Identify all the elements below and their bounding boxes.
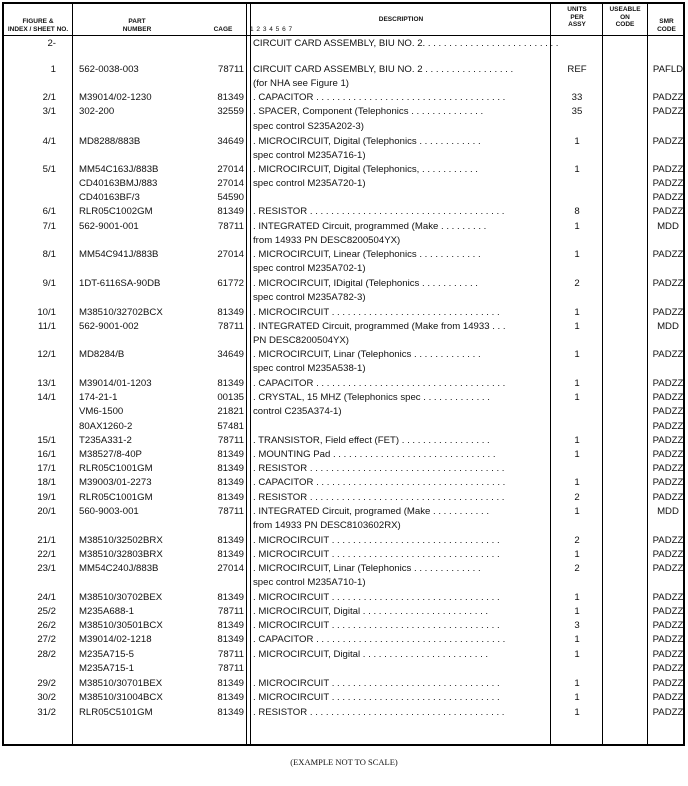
description-cell: control C235A374-1) [253, 406, 342, 417]
description-cell: PN DESC8200504YX) [253, 335, 349, 346]
cage-cell: 81349 [217, 378, 244, 389]
smr-code-cell: PADZZ [652, 392, 684, 403]
units-per-assy-cell: 1 [574, 449, 580, 460]
smr-code-cell: PADZZ [652, 435, 684, 446]
units-per-assy-cell: 1 [574, 692, 580, 703]
cage-cell: 34649 [217, 136, 244, 147]
description-cell: . MICROCIRCUIT, Linar (Telephonics . . . . . . . . . . . . . [253, 563, 481, 574]
cage-cell: 21821 [217, 406, 244, 417]
cage-cell: 81349 [217, 492, 244, 503]
cage-cell: 34649 [217, 349, 244, 360]
smr-code-cell: PADZZ [652, 136, 684, 147]
figure-index-cell: 10/1 [37, 307, 56, 318]
smr-code-cell: PADZZ [652, 620, 684, 631]
header-units-line3: ASSY [568, 21, 586, 28]
header-figure-line1: FIGURE & [22, 18, 54, 25]
description-cell: . SPACER, Component (Telephonics . . . . . . . . . . . . . . [253, 106, 484, 117]
column-divider [246, 4, 247, 744]
description-cell: (for NHA see Figure 1) [253, 78, 349, 89]
figure-index-cell: 19/1 [37, 492, 56, 503]
units-per-assy-cell: 3 [574, 620, 580, 631]
smr-code-cell: PADZZ [652, 278, 684, 289]
description-cell: spec control M235A702-1) [253, 263, 366, 274]
description-cell: spec control S235A202-3) [253, 121, 364, 132]
cage-cell: 27014 [217, 178, 244, 189]
smr-code-cell: PAFLD [652, 64, 684, 75]
smr-code-cell: PADZZ [652, 563, 684, 574]
figure-index-cell: 9/1 [42, 278, 56, 289]
description-cell: . CAPACITOR . . . . . . . . . . . . . . . . . . . . . . . . . . . . . . . . . . . . [253, 378, 506, 389]
part-number-cell: M235A715-5 [79, 649, 134, 660]
header-units-line1: UNITS [567, 6, 587, 13]
description-cell: . TRANSISTOR, Field effect (FET) . . . . . . . . . . . . . . . . . [253, 435, 490, 446]
header-figure-line2: INDEX / SHEET NO. [7, 25, 69, 33]
cage-cell: 81349 [217, 678, 244, 689]
units-per-assy-cell: 1 [574, 349, 580, 360]
smr-code-cell: PADZZ [652, 92, 684, 103]
description-cell: . MICROCIRCUIT, Digital (Telephonics, . . . . . . . . . . . [253, 164, 478, 175]
description-cell: . INTEGRATED Circuit, programmed (Make . . . . . . . . . [253, 221, 487, 232]
column-divider [72, 4, 73, 744]
part-number-cell: M38510/32702BCX [79, 307, 163, 318]
units-per-assy-cell: 1 [574, 136, 580, 147]
cage-cell: 78711 [218, 321, 244, 332]
cage-cell: 81349 [217, 692, 244, 703]
part-number-cell: M38510/32502BRX [79, 535, 163, 546]
header-smr-line2: CODE [657, 25, 676, 33]
units-per-assy-cell: 1 [574, 606, 580, 617]
figure-index-cell: 12/1 [37, 349, 56, 360]
units-per-assy-cell: 1 [574, 164, 580, 175]
header-useable-line1: USEABLE [609, 6, 641, 13]
description-cell: spec control M235A716-1) [253, 150, 366, 161]
smr-code-cell: PADZZ [652, 406, 684, 417]
figure-index-cell: 18/1 [37, 477, 56, 488]
units-per-assy-cell: 1 [574, 634, 580, 645]
description-cell: . MICROCIRCUIT, Linear (Telephonics . . . . . . . . . . . . [253, 249, 481, 260]
description-cell: . CRYSTAL, 15 MHZ (Telephonics spec . . . . . . . . . . . . . [253, 392, 490, 403]
cage-cell: 81349 [217, 549, 244, 560]
units-per-assy-cell: 1 [574, 221, 580, 232]
figure-index-cell: 6/1 [42, 206, 56, 217]
figure-index-cell: 23/1 [37, 563, 56, 574]
cage-cell: 27014 [217, 164, 244, 175]
part-number-cell: CD40163BMJ/883 [79, 178, 158, 189]
description-cell: . MICROCIRCUIT . . . . . . . . . . . . . . . . . . . . . . . . . . . . . . . . [253, 692, 500, 703]
description-cell: . MICROCIRCUIT . . . . . . . . . . . . . . . . . . . . . . . . . . . . . . . . [253, 549, 500, 560]
figure-index-cell: 5/1 [42, 164, 56, 175]
figure-index-cell: 29/2 [37, 678, 56, 689]
figure-index-cell: 30/2 [37, 692, 56, 703]
figure-index-cell: 11/1 [38, 321, 56, 332]
column-divider [647, 4, 648, 744]
cage-cell: 78711 [218, 64, 244, 75]
cage-cell: 78711 [218, 435, 244, 446]
description-cell: from 14933 PN DESC8103602RX) [253, 520, 401, 531]
header-useable-line2: ON [620, 13, 630, 21]
description-cell: CIRCUIT CARD ASSEMBLY, BIU NO. 2. . . . . . . . . . . . . . . . . . . . . . . . . . [253, 38, 559, 49]
example-note: (EXAMPLE NOT TO SCALE) [290, 757, 398, 767]
smr-code-cell: PADZZ [652, 421, 684, 432]
cage-cell: 78711 [218, 663, 244, 674]
header-part-number [74, 4, 200, 35]
header-description [250, 4, 552, 35]
column-divider [550, 4, 551, 744]
header-indent-label: 1 2 3 4 5 6 7 [250, 25, 293, 33]
header-smr-line1: SMR [659, 18, 674, 25]
figure-index-cell: 3/1 [42, 106, 56, 117]
figure-index-cell: 8/1 [42, 249, 56, 260]
header-useable-line3: CODE [615, 21, 635, 28]
smr-code-cell: PADZZ [652, 192, 684, 203]
cage-cell: 78711 [218, 649, 244, 660]
description-cell: spec control M235A720-1) [253, 178, 366, 189]
part-number-cell: M38510/30701BEX [79, 678, 163, 689]
description-cell: . MICROCIRCUIT, Linar (Telephonics . . . . . . . . . . . . . [253, 349, 481, 360]
part-number-cell: 562-0038-003 [79, 64, 139, 75]
smr-code-cell: PADZZ [652, 349, 684, 360]
smr-code-cell: PADZZ [652, 463, 684, 474]
units-per-assy-cell: 1 [574, 321, 580, 332]
description-cell: . RESISTOR . . . . . . . . . . . . . . . . . . . . . . . . . . . . . . . . . . . . . [253, 463, 505, 474]
units-per-assy-cell: 1 [574, 506, 580, 517]
units-per-assy-cell: 1 [574, 549, 580, 560]
smr-code-cell: PADZZ [652, 378, 684, 389]
smr-code-cell: MDD [657, 221, 679, 232]
cage-cell: 27014 [217, 563, 244, 574]
part-number-cell: M38510/30501BCX [79, 620, 163, 631]
part-number-cell: M235A688-1 [79, 606, 134, 617]
part-number-cell: RLR05C1002GM [79, 206, 153, 217]
smr-code-cell: PADZZ [652, 164, 684, 175]
description-cell: from 14933 PN DESC8200504YX) [253, 235, 401, 246]
figure-index-cell: 21/1 [37, 535, 56, 546]
part-number-cell: T235A331-2 [79, 435, 132, 446]
header-figure-index [4, 4, 72, 35]
header-cage-label: CAGE [213, 25, 233, 33]
smr-code-cell: PADZZ [652, 106, 684, 117]
part-number-cell: M38510/31004BCX [79, 692, 163, 703]
units-per-assy-cell: 35 [571, 106, 583, 117]
units-per-assy-cell: 33 [571, 92, 583, 103]
units-per-assy-cell: 1 [574, 649, 580, 660]
description-cell: . MICROCIRCUIT . . . . . . . . . . . . . . . . . . . . . . . . . . . . . . . . [253, 678, 500, 689]
units-per-assy-cell: 1 [574, 477, 580, 488]
description-cell: . MICROCIRCUIT, Digital . . . . . . . . . . . . . . . . . . . . . . . . [253, 606, 489, 617]
description-cell: spec control M235A782-3) [253, 292, 366, 303]
figure-index-cell: 16/1 [37, 449, 56, 460]
cage-cell: 81349 [217, 92, 244, 103]
smr-code-cell: PADZZ [652, 492, 684, 503]
units-per-assy-cell: 1 [574, 378, 580, 389]
description-cell: . RESISTOR . . . . . . . . . . . . . . . . . . . . . . . . . . . . . . . . . . . . . [253, 206, 505, 217]
figure-index-cell: 1 [50, 64, 56, 75]
figure-index-cell: 26/2 [37, 620, 56, 631]
units-per-assy-cell: 1 [574, 249, 580, 260]
description-cell: CIRCUIT CARD ASSEMBLY, BIU NO. 2 . . . . . . . . . . . . . . . . . [253, 64, 514, 75]
part-number-cell: M39003/01-2273 [79, 477, 152, 488]
figure-index-cell: 27/2 [37, 634, 56, 645]
units-per-assy-cell: 2 [574, 563, 580, 574]
description-cell: . RESISTOR . . . . . . . . . . . . . . . . . . . . . . . . . . . . . . . . . . . . . [253, 707, 505, 718]
description-cell: . MICROCIRCUIT, IDigital (Telephonics . . . . . . . . . . . [253, 278, 478, 289]
cage-cell: 54590 [217, 192, 244, 203]
figure-index-cell: 22/1 [37, 549, 56, 560]
description-cell: spec control M235A710-1) [253, 577, 366, 588]
figure-index-cell: 24/1 [37, 592, 56, 603]
column-divider [250, 4, 251, 744]
header-description-label: DESCRIPTION [378, 15, 424, 23]
smr-code-cell: PADZZ [652, 178, 684, 189]
smr-code-cell: PADZZ [652, 535, 684, 546]
part-number-cell: M39014/02-1230 [79, 92, 152, 103]
description-cell: . MICROCIRCUIT . . . . . . . . . . . . . . . . . . . . . . . . . . . . . . . . [253, 535, 500, 546]
cage-cell: 00135 [217, 392, 244, 403]
smr-code-cell: PADZZ [652, 606, 684, 617]
cage-cell: 78711 [218, 221, 244, 232]
description-cell: . CAPACITOR . . . . . . . . . . . . . . . . . . . . . . . . . . . . . . . . . . . . [253, 634, 506, 645]
smr-code-cell: PADZZ [652, 692, 684, 703]
description-cell: . MICROCIRCUIT, Digital . . . . . . . . . . . . . . . . . . . . . . . . [253, 649, 489, 660]
smr-code-cell: PADZZ [652, 249, 684, 260]
cage-cell: 81349 [217, 206, 244, 217]
description-cell: . MICROCIRCUIT, Digital (Telephonics . . . . . . . . . . . . [253, 136, 481, 147]
smr-code-cell: PADZZ [652, 649, 684, 660]
description-cell: spec control M235A538-1) [253, 363, 366, 374]
description-cell: . MICROCIRCUIT . . . . . . . . . . . . . . . . . . . . . . . . . . . . . . . . [253, 620, 500, 631]
smr-code-cell: PADZZ [652, 592, 684, 603]
part-number-cell: M38527/8-40P [79, 449, 142, 460]
smr-code-cell: PADZZ [652, 307, 684, 318]
part-number-cell: 174-21-1 [79, 392, 118, 403]
units-per-assy-cell: 1 [574, 307, 580, 318]
part-number-cell: MD8284/B [79, 349, 125, 360]
figure-index-cell: 17/1 [37, 463, 56, 474]
smr-code-cell: PADZZ [652, 707, 684, 718]
description-cell: . RESISTOR . . . . . . . . . . . . . . . . . . . . . . . . . . . . . . . . . . . . . [253, 492, 505, 503]
description-cell: . INTEGRATED Circuit, programed (Make . . . . . . . . . . . [253, 506, 489, 517]
part-number-cell: MM54C240J/883B [79, 563, 159, 574]
part-number-cell: MM54C163J/883B [79, 164, 159, 175]
figure-index-cell: 2/1 [42, 92, 56, 103]
header-smr-code [648, 4, 685, 35]
figure-index-cell: 15/1 [37, 435, 56, 446]
units-per-assy-cell: 2 [574, 278, 580, 289]
column-divider [602, 4, 603, 744]
cage-cell: 81349 [217, 535, 244, 546]
table-header [4, 4, 683, 36]
cage-cell: 81349 [217, 307, 244, 318]
cage-cell: 81349 [217, 634, 244, 645]
figure-index-cell: 28/2 [37, 649, 56, 660]
units-per-assy-cell: 1 [574, 592, 580, 603]
part-number-cell: 1DT-6116SA-90DB [79, 278, 161, 289]
part-number-cell: 562-9001-001 [79, 221, 139, 232]
header-part-line1: PART [128, 18, 146, 25]
part-number-cell: RLR05C5101GM [79, 707, 153, 718]
cage-cell: 78711 [218, 506, 244, 517]
smr-code-cell: PADZZ [652, 477, 684, 488]
units-per-assy-cell: 8 [574, 206, 580, 217]
header-units-line2: PER [570, 13, 584, 21]
part-number-cell: M39014/01-1203 [79, 378, 152, 389]
part-number-cell: M38510/32803BRX [79, 549, 163, 560]
cage-cell: 27014 [217, 249, 244, 260]
figure-index-cell: 14/1 [37, 392, 56, 403]
part-number-cell: 80AX1260-2 [79, 421, 133, 432]
part-number-cell: RLR05C1001GM [79, 463, 153, 474]
part-number-cell: M38510/30702BEX [79, 592, 163, 603]
units-per-assy-cell: REF [567, 64, 587, 75]
parts-list-table [2, 2, 685, 746]
cage-cell: 78711 [218, 606, 244, 617]
part-number-cell: 302-200 [79, 106, 115, 117]
part-number-cell: 562-9001-002 [79, 321, 139, 332]
cage-cell: 61772 [217, 278, 244, 289]
cage-cell: 81349 [217, 592, 244, 603]
figure-index-cell: 7/1 [42, 221, 56, 232]
description-cell: . MOUNTING Pad . . . . . . . . . . . . . . . . . . . . . . . . . . . . . . . [253, 449, 496, 460]
description-cell: . INTEGRATED Circuit, programmed (Make from 14933 . . . [253, 321, 506, 332]
figure-index-cell: 4/1 [42, 136, 56, 147]
cage-cell: 81349 [217, 449, 244, 460]
figure-index-cell: 25/2 [37, 606, 56, 617]
header-part-line2: NUMBER [122, 25, 152, 33]
units-per-assy-cell: 1 [574, 678, 580, 689]
cage-cell: 81349 [217, 707, 244, 718]
description-cell: . MICROCIRCUIT . . . . . . . . . . . . . . . . . . . . . . . . . . . . . . . . [253, 592, 500, 603]
description-cell: . CAPACITOR . . . . . . . . . . . . . . . . . . . . . . . . . . . . . . . . . . . . [253, 92, 506, 103]
smr-code-cell: MDD [657, 321, 679, 332]
units-per-assy-cell: 1 [574, 392, 580, 403]
figure-index-cell: 2- [47, 38, 56, 49]
header-cage [200, 4, 246, 35]
figure-index-cell: 20/1 [37, 506, 56, 517]
description-cell: . MICROCIRCUIT . . . . . . . . . . . . . . . . . . . . . . . . . . . . . . . . [253, 307, 500, 318]
smr-code-cell: PADZZ [652, 663, 684, 674]
cage-cell: 81349 [217, 463, 244, 474]
units-per-assy-cell: 1 [574, 435, 580, 446]
smr-code-cell: PADZZ [652, 549, 684, 560]
part-number-cell: CD40163BF/3 [79, 192, 140, 203]
smr-code-cell: PADZZ [652, 449, 684, 460]
header-useable-on-code [602, 4, 648, 35]
part-number-cell: MM54C941J/883B [79, 249, 159, 260]
smr-code-cell: MDD [657, 506, 679, 517]
units-per-assy-cell: 2 [574, 492, 580, 503]
smr-code-cell: PADZZ [652, 206, 684, 217]
cage-cell: 32559 [217, 106, 244, 117]
part-number-cell: M39014/02-1218 [79, 634, 152, 645]
cage-cell: 81349 [217, 477, 244, 488]
cage-cell: 57481 [217, 421, 244, 432]
figure-index-cell: 31/2 [37, 707, 56, 718]
part-number-cell: 560-9003-001 [79, 506, 139, 517]
cage-cell: 81349 [217, 620, 244, 631]
description-cell: . CAPACITOR . . . . . . . . . . . . . . . . . . . . . . . . . . . . . . . . . . . . [253, 477, 506, 488]
units-per-assy-cell: 1 [574, 707, 580, 718]
smr-code-cell: PADZZ [652, 678, 684, 689]
figure-index-cell: 13/1 [37, 378, 56, 389]
part-number-cell: RLR05C1001GM [79, 492, 153, 503]
header-units-per-assy [552, 4, 602, 35]
part-number-cell: VM6-1500 [79, 406, 124, 417]
smr-code-cell: PADZZ [652, 634, 684, 645]
part-number-cell: MD8288/883B [79, 136, 141, 147]
units-per-assy-cell: 2 [574, 535, 580, 546]
part-number-cell: M235A715-1 [79, 663, 134, 674]
